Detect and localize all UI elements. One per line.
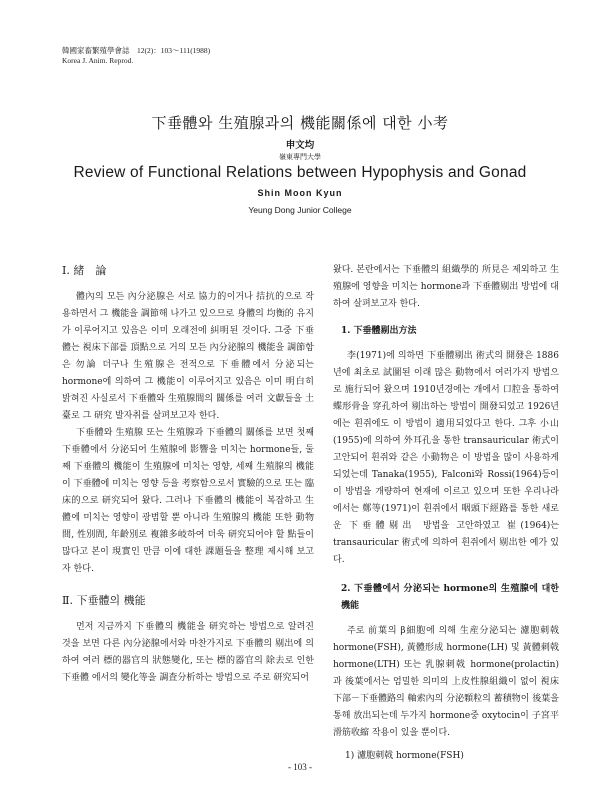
- section-heading-pituitary-function: Ⅱ. 下垂體의 機能: [62, 594, 146, 607]
- body-paragraph: 주로 前葉의 β細胞에 의해 生産分泌되는 濾胞刺戟 hormone(FSH), 黃體形成 hormone(LH) 및 黃體刺戟 hormone(LTH) 또는 乳腺刺戟 hormone(prolactin)과 後葉에서는 엄밀한 의미의 上皮性腺組織이 없이 視床下部－下垂體路의 軸索內의 分泌顆粒의 蓄積物이 後葉을 통해 放出되는데 두가지 hormone중 oxytocin이 子宮平滑筋收縮 작용이 있을 뿐이다.: [333, 626, 559, 738]
- paper-title-korean: 下垂體와 生殖腺과의 機能關係에 대한 小考: [151, 114, 449, 132]
- affiliation-korean: 嶺東專門大學: [279, 153, 321, 161]
- body-paragraph: 李(1971)에 의하면 下垂體剔出 術式의 開發은 1886년에 최초로 試圖된 이래 많은 動物에서 여러가지 방법으로 施行되어 왔으며 1910년경에는 개에서 口腔을 통하여 蝶形骨을 穿孔하여 剔出하는 방법이 開發되었고 1926년에는 흰쥐에도 이 방법이 適用되었다고 한다. 그후 小山(1955)에 의하여 外耳孔을 통한 transauricular 術式이 고안되어 흰쥐와 같은 小動物은 이 방법을 많이 사용하게 되었는데 Tanaka(1955), Falconi와 Rossi(1964)등이 이 방법을 개량하여 현재에 이르고 있으며 또한 우리나라에서는 鄭等(1971)이 흰쥐에서 咽頭下經路를 통한 새로운 下垂體剔出 방법을 고안하였고 崔(1964)는 transauricular 術式에 의하여 흰쥐에서 剔出한 예가 있다.: [333, 351, 559, 565]
- body-paragraph: 體內의 모든 內分泌腺은 서로 協力的이거나 拮抗的으로 작용하면서 그 機能을 調節해 나가고 있으므로 身體의 均衡的 유지가 이루어지고 있음은 이미 오래전에 糾明된 것이다. 그중 下垂體는 視床下部를 頂點으로 거의 모든 內分泌腺의 機能을 調節함은 勿論 더구나 生殖腺은 전적으로 下垂體에서 分泌되는 hormone에 의하여 그 機能이 이루어지고 있음은 이미 明白히 밝혀진 사실로서 下垂體와 生殖腺間의 關係를 여러 文獻들을 土臺로 그 研究 발자취를 살펴보고자 한다.: [62, 292, 314, 421]
- journal-name-kr: 韓國家畜繁殖學會誌 12(2)：103～111(1988): [62, 46, 211, 55]
- affiliation-english: Yeung Dong Junior College: [248, 205, 352, 215]
- paper-title-english: Review of Functional Relations between Hypophysis and Gonad: [73, 164, 527, 181]
- subsection-heading-hypophysectomy: 1. 下垂體剔出方法: [341, 326, 417, 336]
- subsection-heading-hormones: 2. 下垂體에서 分泌되는 hormone의 生殖腺에 대한 機能: [341, 584, 559, 611]
- page-number: - 103 -: [288, 762, 312, 772]
- author-name-english: Shin Moon Kyun: [257, 188, 343, 198]
- body-paragraph: 먼저 지금까지 下垂體의 機能을 研究하는 방법으로 알려진 것을 보면 다른 內分泌腺에서와 마찬가지로 下垂體의 剔出에 의하여 여러 標的器官의 狀態變化, 또는 標的器官의 除去로 인한 下垂體 에서의 變化等을 調査分析하는 방법으로 주로 研究되어: [62, 622, 314, 683]
- journal-name-en: Korea J. Anim. Reprod.: [62, 56, 134, 65]
- body-paragraph: 下垂體와 生殖腺 또는 生殖腺과 下垂體의 關係를 보면 첫째 下垂體에서 分泌되어 生殖腺에 影響을 미치는 hormone들, 둘째 下垂體의 機能이 生殖腺에 미치는 영향, 세째 生殖腺의 機能이 下垂體에 미치는 영향 등을 考察함으로서 實驗的으로 또는 臨床的으로 研究되어 왔다. 그러나 下垂體의 機能이 복잡하고 生體에 미치는 영향이 광범할 뿐 아니라 生殖腺의 機能 또한 動物間, 性別間, 年齡別로 複雜多岐하여 더욱 研究되어야 할 點들이 많다고 본이 現實인 만큼 이에 대한 課題들을 整理 제시해 보고자 한다.: [62, 428, 314, 574]
- left-column: [62, 262, 314, 687]
- right-column: [333, 262, 559, 765]
- journal-citation: [62, 46, 210, 66]
- body-paragraph: 왔다. 본란에서는 下垂體의 組織學的 所見은 제외하고 生殖腺에 영향을 미치는 hormone과 下垂體剔出 방법에 대하여 살펴보고자 한다.: [333, 265, 559, 309]
- list-item-fsh: 1) 濾胞刺戟 hormone(FSH): [345, 751, 464, 761]
- author-name-korean: 申文均: [285, 140, 315, 151]
- section-heading-introduction: Ⅰ. 緒 論: [62, 264, 107, 277]
